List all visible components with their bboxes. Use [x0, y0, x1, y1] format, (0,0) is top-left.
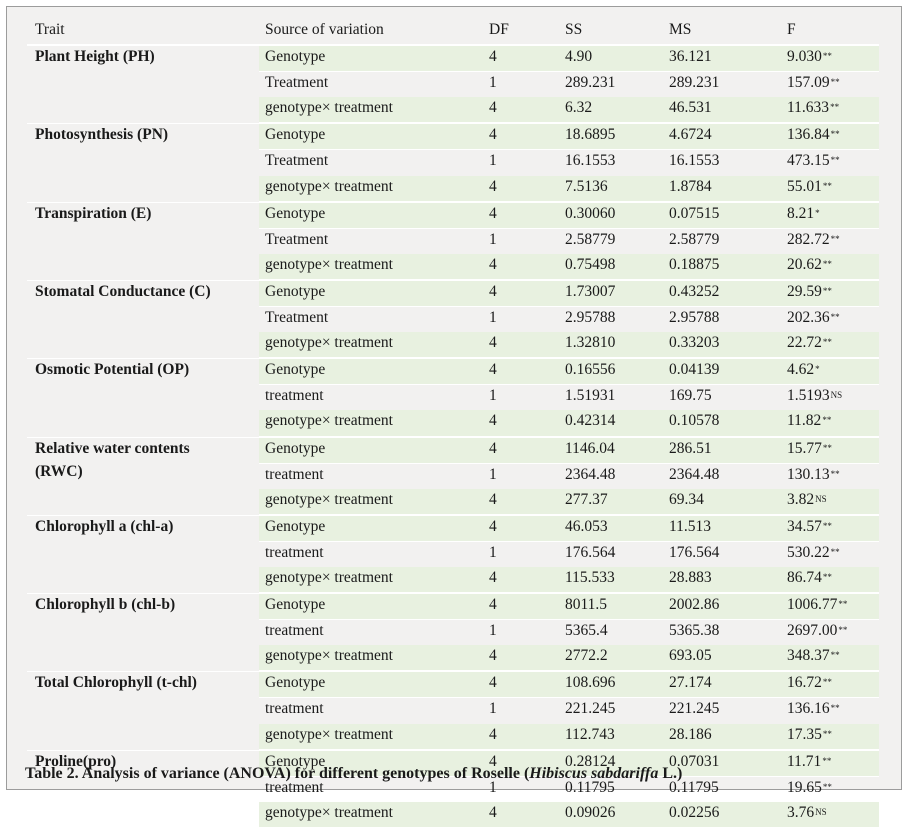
significance-mark: NS: [830, 390, 843, 401]
trait-name-line-2: (RWC): [35, 462, 83, 480]
ms-cell: 0.07031: [663, 750, 781, 777]
source-cell: Genotype: [259, 123, 483, 150]
ss-cell: 108.696: [559, 671, 663, 698]
source-cell: genotype× treatment: [259, 176, 483, 202]
ss-cell: 2.58779: [565, 230, 616, 248]
ss-cell: 4.90: [559, 45, 663, 72]
ss-cell: 2.95788: [565, 309, 616, 327]
source-cell: Treatment: [265, 230, 329, 248]
significance-mark: **: [822, 180, 832, 191]
table-row: [27, 45, 879, 72]
f-cell: [781, 229, 879, 254]
source-cell: genotype× treatment: [259, 332, 483, 358]
source-cell: treatment: [265, 778, 324, 796]
ms-cell: 2.95788: [669, 309, 720, 327]
header-row: [27, 19, 879, 45]
source-cell: genotype× treatment: [259, 489, 483, 515]
f-value: 11.71: [787, 752, 822, 770]
source-cell: Genotype: [259, 202, 483, 229]
f-cell: [781, 385, 879, 410]
significance-mark: **: [830, 77, 840, 88]
df-cell: 4: [483, 123, 559, 150]
header-trait: Trait: [27, 19, 259, 45]
f-value: 15.77: [787, 439, 822, 457]
source-cell: genotype× treatment: [259, 254, 483, 280]
f-value: 136.84: [787, 126, 830, 144]
ss-cell: 8011.5: [559, 593, 663, 620]
table-row: [27, 358, 879, 385]
ss-cell: 18.6895: [559, 123, 663, 150]
significance-mark: *: [815, 207, 820, 218]
header-ss: SS: [559, 19, 663, 45]
f-cell: [781, 802, 879, 828]
ms-cell: 5365.38: [669, 622, 720, 640]
trait-name-line: Total Chlorophyll (t-chl): [35, 674, 197, 692]
significance-mark: **: [822, 415, 832, 426]
df-cell: 1: [489, 543, 497, 561]
table-row: [27, 437, 879, 464]
significance-mark: **: [830, 233, 840, 244]
trait-name-line: Plant Height (PH): [35, 48, 155, 66]
source-cell: genotype× treatment: [259, 410, 483, 436]
f-cell: [781, 202, 879, 229]
ss-cell: 0.42314: [559, 410, 663, 436]
table-frame: [6, 6, 902, 821]
table-row: [27, 202, 879, 229]
table-row: [27, 671, 879, 698]
trait-name: [27, 45, 259, 123]
trait-name-line: Proline(pro): [35, 752, 117, 770]
trait-name: [27, 358, 259, 436]
ms-cell: 2364.48: [669, 465, 720, 483]
ss-cell: 221.245: [565, 700, 616, 718]
source-cell: genotype× treatment: [259, 645, 483, 671]
f-cell: [781, 515, 879, 542]
ss-cell: 6.32: [559, 97, 663, 123]
ss-cell: 16.1553: [565, 152, 616, 170]
ss-cell: 0.09026: [559, 802, 663, 828]
ms-cell: 46.531: [663, 97, 781, 123]
trait-name-line: Chlorophyll b (chl-b): [35, 596, 176, 614]
f-cell: [781, 280, 879, 307]
significance-mark: **: [830, 468, 840, 479]
trait-name: [27, 280, 259, 358]
trait-name: [27, 202, 259, 280]
ms-cell: 28.883: [663, 567, 781, 593]
f-value: 4.62: [787, 361, 815, 379]
significance-mark: **: [838, 625, 848, 636]
f-value: 157.09: [787, 74, 830, 92]
f-value: 86.74: [787, 568, 822, 586]
source-cell: Genotype: [259, 280, 483, 307]
significance-mark: **: [822, 755, 832, 766]
f-value: 17.35: [787, 725, 822, 743]
df-cell: 1: [489, 230, 497, 248]
table-body: [27, 45, 879, 828]
f-value: 136.16: [787, 700, 830, 718]
trait-name-line: Osmotic Potential (OP): [35, 361, 190, 379]
significance-mark: **: [822, 520, 832, 531]
f-cell: [781, 593, 879, 620]
ms-cell: 69.34: [663, 489, 781, 515]
df-cell: 1: [489, 778, 497, 796]
source-cell: treatment: [265, 622, 324, 640]
f-cell: [781, 777, 879, 802]
source-cell: treatment: [265, 700, 324, 718]
f-value: 19.65: [787, 778, 822, 796]
ms-cell: 27.174: [663, 671, 781, 698]
ms-cell: 0.11795: [669, 778, 719, 796]
f-cell: [781, 567, 879, 593]
source-cell: genotype× treatment: [259, 802, 483, 828]
df-cell: 4: [483, 593, 559, 620]
f-cell: [781, 698, 879, 723]
trait-name: [27, 123, 259, 201]
f-cell: [781, 620, 879, 645]
source-cell: Treatment: [265, 152, 329, 170]
f-cell: [781, 750, 879, 777]
table-row: [27, 593, 879, 620]
f-value: 282.72: [787, 230, 830, 248]
significance-mark: **: [830, 703, 840, 714]
anova-table: [27, 19, 879, 828]
table-row: [27, 280, 879, 307]
trait-name-line: Transpiration (E): [35, 204, 152, 222]
ss-cell: 1.73007: [559, 280, 663, 307]
df-cell: 4: [483, 176, 559, 202]
ms-cell: 0.07515: [663, 202, 781, 229]
f-cell: [781, 123, 879, 150]
df-cell: 4: [483, 332, 559, 358]
source-cell: genotype× treatment: [259, 724, 483, 750]
f-value: 3.82: [787, 490, 815, 508]
caption-suffix: L.): [658, 765, 683, 782]
ms-cell: 0.43252: [663, 280, 781, 307]
df-cell: 4: [483, 254, 559, 280]
source-cell: Treatment: [265, 74, 329, 92]
significance-mark: **: [838, 599, 848, 610]
ss-cell: 176.564: [565, 543, 616, 561]
significance-mark: **: [830, 650, 840, 661]
f-value: 202.36: [787, 309, 830, 327]
f-value: 22.72: [787, 334, 822, 352]
ss-cell: 115.533: [559, 567, 663, 593]
ss-cell: 0.30060: [559, 202, 663, 229]
significance-mark: **: [822, 51, 832, 62]
f-cell: [781, 307, 879, 332]
significance-mark: **: [830, 129, 840, 140]
f-cell: [781, 464, 879, 489]
significance-mark: **: [822, 337, 832, 348]
f-cell: [781, 358, 879, 385]
significance-mark: NS: [815, 493, 827, 504]
f-cell: [781, 671, 879, 698]
ss-cell: 289.231: [565, 74, 616, 92]
f-cell: [781, 724, 879, 750]
f-value: 29.59: [787, 282, 822, 300]
source-cell: Treatment: [265, 309, 329, 327]
ms-cell: 0.04139: [663, 358, 781, 385]
f-cell: [781, 542, 879, 567]
trait-name-line: Photosynthesis (PN): [35, 126, 169, 144]
significance-mark: **: [822, 442, 832, 453]
ss-cell: 1146.04: [559, 437, 663, 464]
df-cell: 4: [483, 97, 559, 123]
ms-cell: 221.245: [669, 700, 720, 718]
f-value: 473.15: [787, 152, 830, 170]
df-cell: 1: [489, 387, 497, 405]
df-cell: 4: [483, 724, 559, 750]
source-cell: Genotype: [259, 358, 483, 385]
f-cell: [781, 437, 879, 464]
significance-mark: **: [830, 546, 840, 557]
f-value: 9.030: [787, 48, 822, 66]
significance-mark: *: [815, 364, 820, 375]
df-cell: 4: [483, 280, 559, 307]
ss-cell: 0.28124: [559, 750, 663, 777]
df-cell: 4: [483, 567, 559, 593]
ms-cell: 0.18875: [663, 254, 781, 280]
source-cell: genotype× treatment: [259, 567, 483, 593]
df-cell: 4: [483, 410, 559, 436]
df-cell: 1: [489, 700, 497, 718]
significance-mark: **: [822, 728, 832, 739]
f-value: 20.62: [787, 255, 822, 273]
trait-name-line: Relative water contents: [35, 439, 190, 457]
df-cell: 4: [483, 45, 559, 72]
trait-name: [27, 750, 259, 828]
ms-cell: 1.8784: [663, 176, 781, 202]
f-value: 3.76: [787, 803, 815, 821]
source-cell: treatment: [265, 543, 324, 561]
df-cell: 4: [483, 202, 559, 229]
df-cell: 4: [483, 437, 559, 464]
ms-cell: 693.05: [663, 645, 781, 671]
trait-name: [27, 437, 259, 515]
ms-cell: 0.02256: [663, 802, 781, 828]
df-cell: 1: [489, 465, 497, 483]
f-cell: [781, 150, 879, 175]
table-row: [27, 515, 879, 542]
ss-cell: 1.32810: [559, 332, 663, 358]
f-cell: [781, 72, 879, 97]
f-cell: [781, 176, 879, 202]
ss-cell: 46.053: [559, 515, 663, 542]
df-cell: 4: [483, 515, 559, 542]
table-caption: [25, 765, 682, 783]
ms-cell: 176.564: [669, 543, 720, 561]
f-value: 530.22: [787, 543, 830, 561]
ms-cell: 169.75: [669, 387, 712, 405]
f-cell: [781, 489, 879, 515]
trait-name: [27, 593, 259, 671]
significance-mark: **: [830, 312, 840, 323]
f-value: 1.5193: [787, 387, 830, 405]
ms-cell: 2002.86: [663, 593, 781, 620]
ss-cell: 0.75498: [559, 254, 663, 280]
source-cell: Genotype: [259, 671, 483, 698]
significance-mark: **: [830, 102, 840, 113]
df-cell: 1: [489, 622, 497, 640]
f-value: 34.57: [787, 517, 822, 535]
ss-cell: 0.16556: [559, 358, 663, 385]
f-cell: [781, 332, 879, 358]
trait-name-line: Chlorophyll a (chl-a): [35, 517, 174, 535]
table-row: [27, 123, 879, 150]
f-cell: [781, 410, 879, 436]
ss-cell: 277.37: [559, 489, 663, 515]
trait-name: [27, 515, 259, 593]
df-cell: 4: [483, 489, 559, 515]
significance-mark: NS: [815, 806, 827, 817]
significance-mark: **: [822, 781, 832, 792]
source-cell: Genotype: [259, 45, 483, 72]
source-cell: treatment: [265, 465, 324, 483]
header-f: F: [781, 19, 879, 45]
ms-cell: 0.10578: [663, 410, 781, 436]
df-cell: 4: [483, 358, 559, 385]
source-cell: Genotype: [259, 750, 483, 777]
significance-mark: **: [822, 571, 832, 582]
header-ms: MS: [663, 19, 781, 45]
ms-cell: 36.121: [663, 45, 781, 72]
header-df: DF: [483, 19, 559, 45]
significance-mark: **: [822, 258, 832, 269]
f-value: 2697.00: [787, 622, 838, 640]
source-cell: Genotype: [259, 437, 483, 464]
df-cell: 4: [483, 645, 559, 671]
f-value: 1006.77: [787, 596, 838, 614]
df-cell: 4: [483, 750, 559, 777]
significance-mark: **: [830, 155, 840, 166]
f-value: 130.13: [787, 465, 830, 483]
source-cell: treatment: [265, 387, 324, 405]
ss-cell: 2772.2: [559, 645, 663, 671]
ms-cell: 2.58779: [669, 230, 720, 248]
header-source: Source of variation: [259, 19, 483, 45]
f-value: 348.37: [787, 647, 830, 665]
f-cell: [781, 97, 879, 123]
f-cell: [781, 45, 879, 72]
caption-prefix: Table 2. Analysis of variance (ANOVA) for different genotypes of Roselle (: [25, 765, 530, 782]
ms-cell: 28.186: [663, 724, 781, 750]
source-cell: genotype× treatment: [259, 97, 483, 123]
trait-name: [27, 671, 259, 749]
df-cell: 4: [483, 671, 559, 698]
ms-cell: 286.51: [663, 437, 781, 464]
f-value: 11.633: [787, 99, 830, 117]
ss-cell: 2364.48: [565, 465, 616, 483]
df-cell: 1: [489, 152, 497, 170]
ss-cell: 112.743: [559, 724, 663, 750]
df-cell: 1: [489, 74, 497, 92]
f-cell: [781, 645, 879, 671]
ms-cell: 4.6724: [663, 123, 781, 150]
ss-cell: 1.51931: [565, 387, 616, 405]
f-value: 11.82: [787, 412, 822, 430]
ss-cell: 5365.4: [565, 622, 608, 640]
source-cell: Genotype: [259, 593, 483, 620]
f-value: 16.72: [787, 674, 822, 692]
f-value: 55.01: [787, 177, 822, 195]
trait-name-line: Stomatal Conductance (C): [35, 282, 211, 300]
df-cell: 1: [489, 309, 497, 327]
ms-cell: 289.231: [669, 74, 720, 92]
ms-cell: 16.1553: [669, 152, 720, 170]
significance-mark: **: [822, 285, 832, 296]
source-cell: Genotype: [259, 515, 483, 542]
ms-cell: 0.33203: [663, 332, 781, 358]
ms-cell: 11.513: [663, 515, 781, 542]
ss-cell: 7.5136: [559, 176, 663, 202]
ss-cell: 0.11795: [565, 778, 615, 796]
f-value: 8.21: [787, 204, 815, 222]
df-cell: 4: [483, 802, 559, 828]
f-cell: [781, 254, 879, 280]
significance-mark: **: [822, 677, 832, 688]
caption-species: Hibiscus sabdariffa: [529, 765, 659, 782]
